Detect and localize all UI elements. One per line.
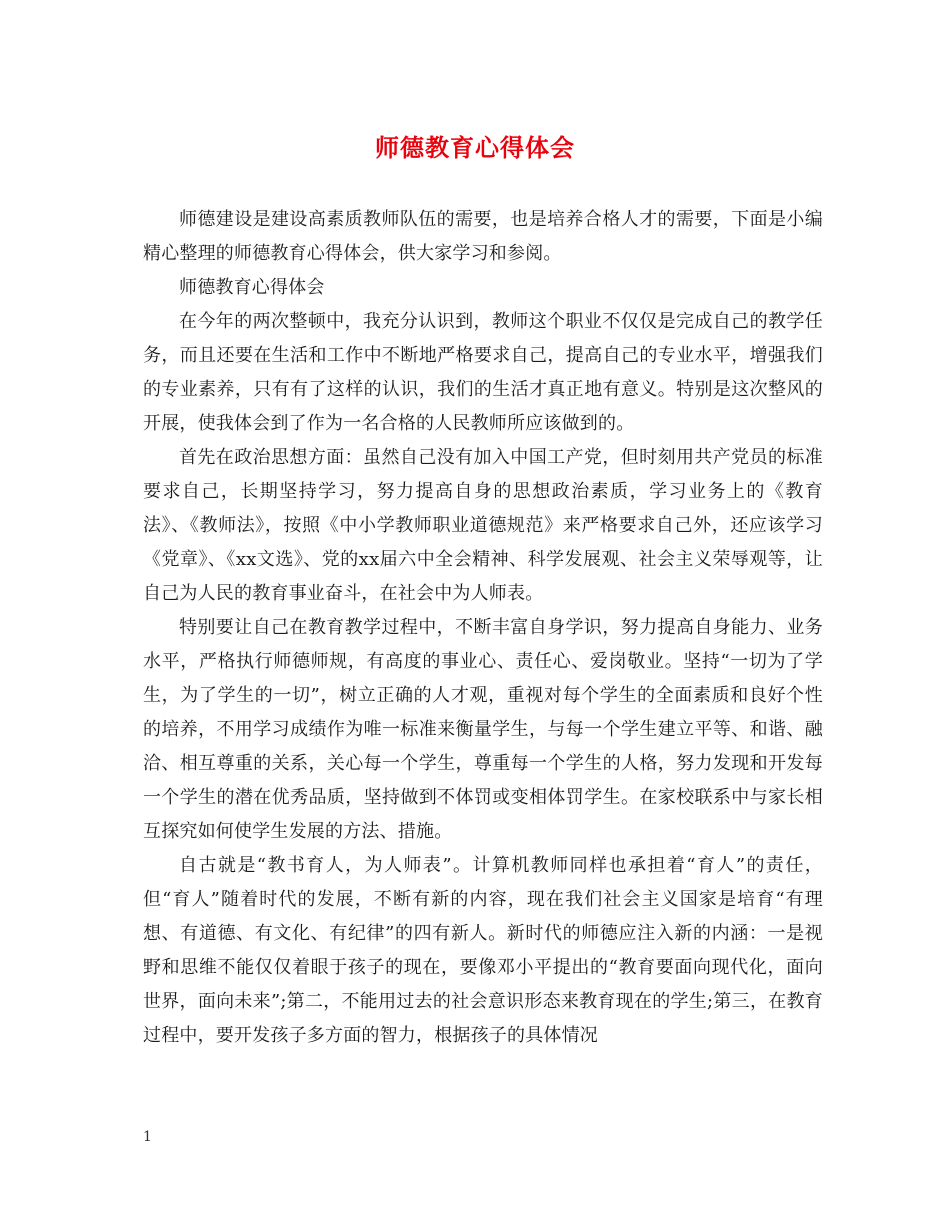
- paragraph-intro: 师德建设是建设高素质教师队伍的需要，也是培养合格人才的需要，下面是小编精心整理的师德教育心得体会，供大家学习和参阅。: [143, 209, 823, 264]
- document-body: [143, 203, 823, 1053]
- page-number: 1: [143, 1129, 152, 1145]
- document-title: 师德教育心得体会: [375, 133, 575, 162]
- paragraph-subtitle: 师德教育心得体会: [179, 277, 325, 298]
- paragraph-2: 首先在政治思想方面：虽然自己没有加入中国工产党，但时刻用共产党员的标准要求自己，长期坚持学习，努力提高自身的思想政治素质，学习业务上的《教育法》、《教师法》，按照《中小学教师职业道德规范》来严格要求自己外，还应该学习《党章》、《xx文选》、党的xx届六中全会精神、科学发展观、社会主义荣辱观等，让自己为人民的教育事业奋斗，在社会中为人师表。: [143, 447, 823, 604]
- paragraph-3: 特别要让自己在教育教学过程中，不断丰富自身学识，努力提高自身能力、业务水平，严格执行师德师规，有高度的事业心、责任心、爱岗敬业。坚持“一切为了学生，为了学生的一切”，树立正确的人才观，重视对每个学生的全面素质和良好个性的培养，不用学习成绩作为唯一标准来衡量学生，与每一个学生建立平等、和谐、融洽、相互尊重的关系，关心每一个学生，尊重每一个学生的人格，努力发现和开发每一个学生的潜在优秀品质，坚持做到不体罚或变相体罚学生。在家校联系中与家长相互探究如何使学生发展的方法、措施。: [143, 617, 823, 842]
- paragraph-1: 在今年的两次整顿中，我充分认识到，教师这个职业不仅仅是完成自己的教学任务，而且还要在生活和工作中不断地严格要求自己，提高自己的专业水平，增强我们的专业素养，只有有了这样的认识，我们的生活才真正地有意义。特别是这次整风的开展，使我体会到了作为一名合格的人民教师所应该做到的。: [143, 311, 823, 434]
- paragraph-4: 自古就是“教书育人，为人师表”。计算机教师同样也承担着“育人”的责任，但“育人”随着时代的发展，不断有新的内容，现在我们社会主义国家是培育“有理想、有道德、有文化、有纪律”的四有新人。新时代的师德应注入新的内涵：一是视野和思维不能仅仅着眼于孩子的现在，要像邓小平提出的“教育要面向现代化，面向世界，面向未来”;第二，不能用过去的社会意识形态来教育现在的学生;第三，在教育过程中，要开发孩子多方面的智力，根据孩子的具体情况: [143, 855, 823, 1046]
